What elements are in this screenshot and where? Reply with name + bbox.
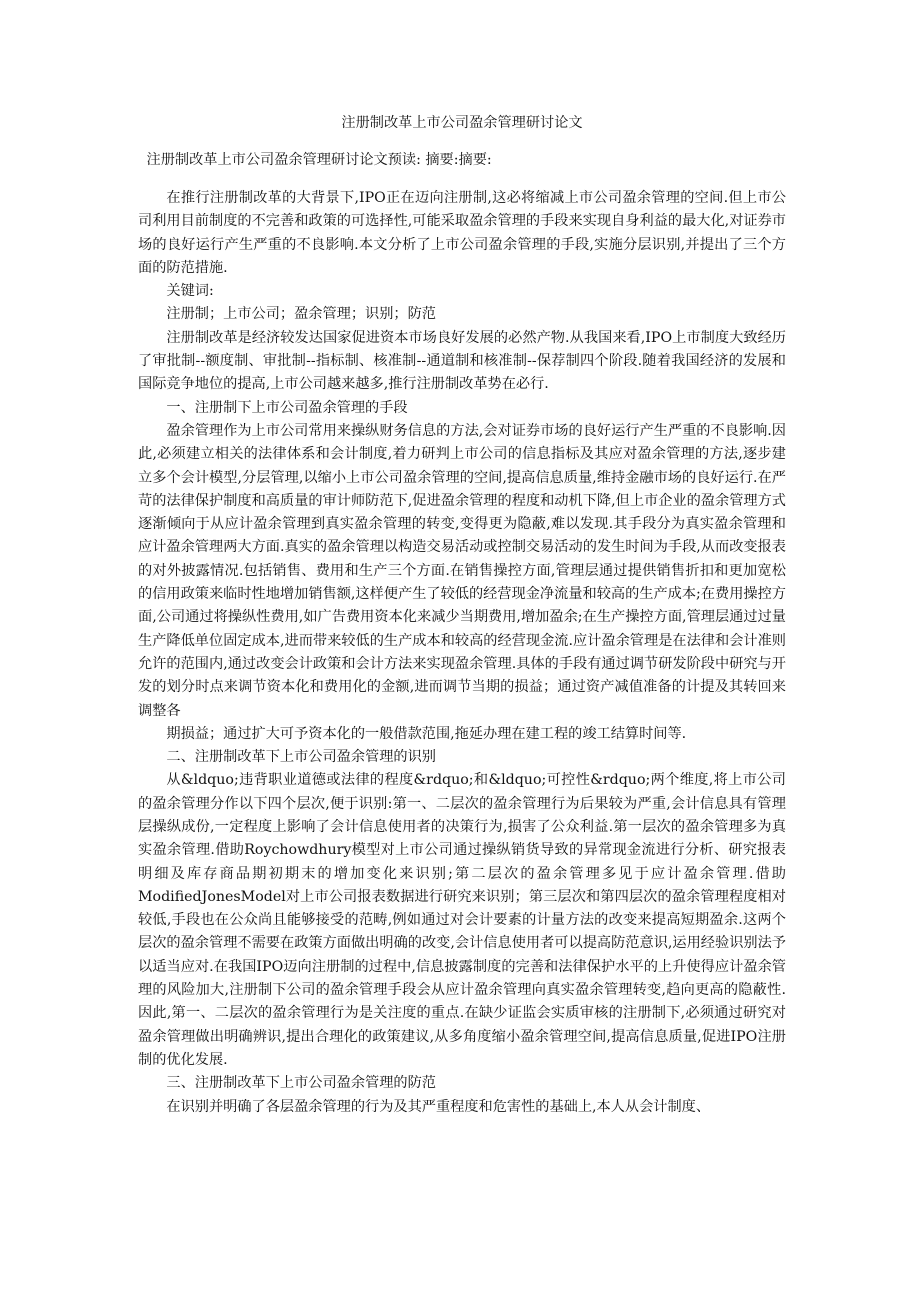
document-page bbox=[138, 112, 786, 1119]
section-1-heading: 一、注册制下上市公司盈余管理的手段 bbox=[166, 399, 408, 416]
section-1-body: 盈余管理作为上市公司常用来操纵财务信息的方法,会对证券市场的良好运行产生严重的不良影响.因此,必须建立相关的法律体系和会计制度,着力研判上市公司的信息指标及其应对盈余管理的方法,逐步建立多个会计模型,分层管理,以缩小上市公司盈余管理的空间,提高信息质量,维持金融市场的良好运行.在严苛的法律保护制度和高质量的审计师防范下,促进盈余管理的程度和动机下降,但上市企业的盈余管理方式逐渐倾向于从应计盈余管理到真实盈余管理的转变,变得更为隐蔽,难以发现.其手段分为真实盈余管理和应计盈余管理两大方面.真实的盈余管理以构造交易活动或控制交易活动的发生时间为手段,从而改变报表的对外披露情况.包括销售、费用和生产三个方面.在销售操控方面,管理层通过提供销售折扣和更加宽松的信用政策来临时性地增加销售额,这样便产生了较低的经营现金净流量和较高的生产成本;在费用操控方面,公司通过将操纵性费用,如广告费用资本化来减少当期费用,增加盈余;在生产操控方面,管理层通过过量生产降低单位固定成本,进而带来较低的生产成本和较高的经营现金流.应计盈余管理是在法律和会计准则允许的范围内,通过改变会计政策和会计方法来实现盈余管理.具体的手段有通过调节研发阶段中研究与开发的划分时点来调节资本化和费用化的金额,进而调节当期的损益；通过资产减值准备的计提及其转回来调整各 bbox=[138, 422, 786, 719]
section-2-heading: 二、注册制改革下上市公司盈余管理的识别 bbox=[166, 749, 436, 766]
keywords-list: 注册制；上市公司；盈余管理；识别；防范 bbox=[166, 306, 436, 323]
preview-line: 注册制改革上市公司盈余管理研讨论文预读: 摘要:摘要: bbox=[146, 152, 492, 169]
intro-paragraph: 注册制改革是经济较发达国家促进资本市场良好发展的必然产物.从我国来看,IPO上市制度大致经历了审批制--额度制、审批制--指标制、核准制--通道制和核准制--保荐制四个阶段.随着我国经济的发展和国际竞争地位的提高,上市公司越来越多,推行注册制改革势在必行. bbox=[138, 329, 786, 393]
document-title: 注册制改革上市公司盈余管理研讨论文 bbox=[341, 115, 583, 131]
section-3-heading: 三、注册制改革下上市公司盈余管理的防范 bbox=[166, 1075, 436, 1092]
section-2-body: 从&ldquo;违背职业道德或法律的程度&rdquo;和&ldquo;可控性&rdquo;两个维度,将上市公司的盈余管理分作以下四个层次,便于识别:第一、二层次的盈余管理行为后果较为严重,会计信息具有管理层操纵成份,一定程度上影响了会计信息使用者的决策行为,损害了公众利益.第一层次的盈余管理多为真实盈余管理.借助Roychowdhury模型对上市公司通过操纵销货导致的异常现金流进行分析、研究报表明细及库存商品期初期末的增加变化来识别;第二层次的盈余管理多见于应计盈余管理.借助ModifiedJonesModel对上市公司报表数据进行研究来识别；第三层次和第四层次的盈余管理程度相对较低,手段也在公众尚且能够接受的范畴,例如通过对会计要素的计量方法的改变来提高短期盈余.这两个层次的盈余管理不需要在政策方面做出明确的改变,会计信息使用者可以提高防范意识,运用经验识别法予以适当应对.在我国IPO迈向注册制的过程中,信息披露制度的完善和法律保护水平的上升使得应计盈余管理的风险加大,注册制下公司的盈余管理手段会从应计盈余管理向真实盈余管理转变,趋向更高的隐蔽性.因此,第一、二层次的盈余管理行为是关注度的重点.在缺少证监会实质审核的注册制下,必须通过研究对盈余管理做出明确辨识,提出合理化的政策建议,从多角度缩小盈余管理空间,提高信息质量,促进IPO注册制的优化发展. bbox=[138, 772, 786, 1068]
abstract-paragraph: 在推行注册制改革的大背景下,IPO正在迈向注册制,这必将缩减上市公司盈余管理的空间.但上市公司利用目前制度的不完善和政策的可选择性,可能采取盈余管理的手段来实现自身利益的最大化,对证券市场的良好运行产生严重的不良影响.本文分析了上市公司盈余管理的手段,实施分层识别,并提出了三个方面的防范措施. bbox=[138, 189, 786, 276]
section-1-continuation: 期损益；通过扩大可予资本化的一般借款范围,拖延办理在建工程的竣工结算时间等. bbox=[166, 725, 687, 742]
section-3-body: 在识别并明确了各层盈余管理的行为及其严重程度和危害性的基础上,本人从会计制度、 bbox=[166, 1098, 711, 1115]
keywords-label: 关键词: bbox=[166, 283, 214, 300]
